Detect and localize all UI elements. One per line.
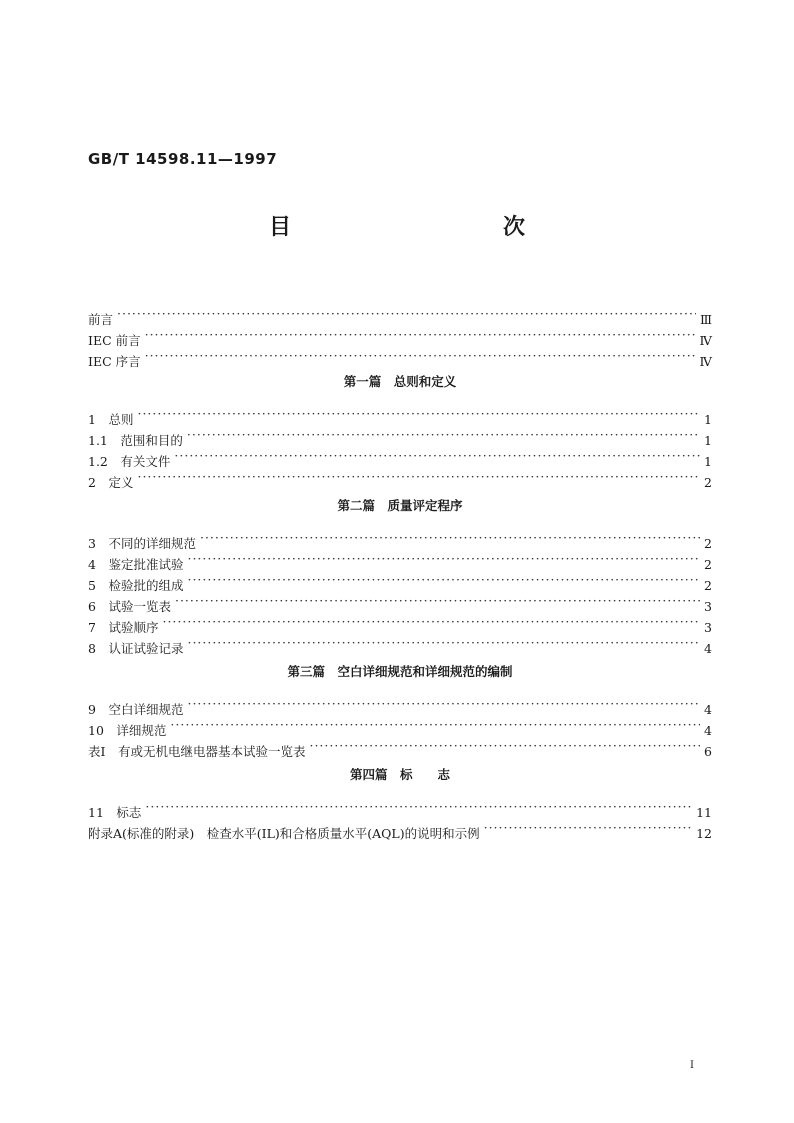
toc-entry[interactable] xyxy=(88,817,712,841)
toc-entry-label: 有关文件 xyxy=(120,454,171,469)
toc-entry-page: 6 xyxy=(704,744,712,759)
dot-leader xyxy=(187,548,700,569)
toc-entry-iec-foreword[interactable] xyxy=(88,324,712,348)
toc-entry-page: 1 xyxy=(704,412,712,427)
part-heading: 第一篇 总则和定义 xyxy=(343,374,457,389)
toc-entry-page: Ⅳ xyxy=(699,333,712,348)
dot-leader xyxy=(145,345,696,366)
toc-entry-label: 定义 xyxy=(108,475,134,490)
toc-entry-page: 2 xyxy=(704,578,712,593)
toc-entry-foreword[interactable] xyxy=(88,303,712,327)
dot-leader xyxy=(187,693,700,714)
toc-entry-label: IEC 序言 xyxy=(88,354,141,369)
toc-entry[interactable] xyxy=(88,693,712,717)
toc-entry-number: 1.2 xyxy=(88,454,121,469)
toc-entry-iec-preface[interactable] xyxy=(88,345,712,369)
toc-entry-number: 1 xyxy=(88,412,109,427)
toc-entry-number: 表Ⅰ xyxy=(88,744,118,759)
dot-leader xyxy=(145,324,696,345)
toc-entry-number: 11 xyxy=(88,805,117,820)
standard-code: GB/T 14598.11—1997 xyxy=(88,150,278,168)
page-number: Ⅰ xyxy=(690,1060,694,1071)
toc-entry-page: 1 xyxy=(704,454,712,469)
part-heading: 第三篇 空白详细规范和详细规范的编制 xyxy=(287,664,513,679)
toc-entry-label: 认证试验记录 xyxy=(108,641,184,656)
toc-entry[interactable] xyxy=(88,632,712,656)
toc-title: 目 次 xyxy=(268,215,581,240)
toc-entry-page: 3 xyxy=(704,599,712,614)
toc-entry[interactable] xyxy=(88,796,712,820)
toc-entry-number: 2 xyxy=(88,475,109,490)
toc-entry-label: 有或无机电继电器基本试验一览表 xyxy=(117,744,306,759)
toc-entry[interactable] xyxy=(88,424,712,448)
dot-leader xyxy=(145,796,692,817)
toc-entry[interactable] xyxy=(88,735,712,759)
toc-entry-number: 4 xyxy=(88,557,109,572)
toc-entry-number: 6 xyxy=(88,599,109,614)
dot-leader xyxy=(117,303,696,324)
dot-leader xyxy=(170,714,700,735)
dot-leader xyxy=(187,424,700,445)
toc-entry-page: 1 xyxy=(704,433,712,448)
toc-entry-number: 1.1 xyxy=(88,433,121,448)
toc-entry-number: 3 xyxy=(88,536,109,551)
toc-entry-label: 试验一览表 xyxy=(108,599,171,614)
toc-entry-label: IEC 前言 xyxy=(88,333,141,348)
dot-leader xyxy=(175,590,700,611)
toc-entry[interactable] xyxy=(88,466,712,490)
toc-entry-label: 鉴定批准试验 xyxy=(108,557,184,572)
toc-entry-page: 2 xyxy=(704,557,712,572)
toc-entry-page: 11 xyxy=(696,805,712,820)
toc-entry-page: 3 xyxy=(704,620,712,635)
toc-entry-page: 4 xyxy=(704,723,712,738)
toc-entry-label: 总则 xyxy=(108,412,134,427)
toc-entry-label: 空白详细规范 xyxy=(108,702,184,717)
toc-entry[interactable] xyxy=(88,445,712,469)
toc-entry[interactable] xyxy=(88,714,712,738)
toc-entry-label: 范围和目的 xyxy=(120,433,183,448)
toc-entry-number: 9 xyxy=(88,702,109,717)
dot-leader xyxy=(137,466,700,487)
toc-entry-label: 不同的详细规范 xyxy=(108,536,196,551)
part-heading: 第四篇 标 志 xyxy=(349,767,450,782)
dot-leader xyxy=(137,403,700,424)
toc-entry[interactable] xyxy=(88,527,712,551)
toc-entry-label: 附录A(标准的附录) 检查水平(IL)和合格质量水平(AQL)的说明和示例 xyxy=(88,826,480,841)
toc-entry-label: 试验顺序 xyxy=(108,620,159,635)
part-heading: 第二篇 质量评定程序 xyxy=(337,498,463,513)
dot-leader xyxy=(187,632,700,653)
dot-leader xyxy=(484,817,692,838)
toc-entry-label: 详细规范 xyxy=(116,723,167,738)
toc-entry[interactable] xyxy=(88,403,712,427)
toc-entry-page: Ⅳ xyxy=(699,354,712,369)
toc-entry-page: 2 xyxy=(704,536,712,551)
toc-entry-page: 12 xyxy=(696,826,712,841)
toc-entry-number: 5 xyxy=(88,578,109,593)
dot-leader xyxy=(200,527,700,548)
toc-entry-number: 8 xyxy=(88,641,109,656)
dot-leader xyxy=(162,611,700,632)
toc-entry-page: 4 xyxy=(704,641,712,656)
dot-leader xyxy=(174,445,700,466)
toc-entry-number: 7 xyxy=(88,620,109,635)
toc-entry-number: 10 xyxy=(88,723,117,738)
toc-entry-label: 标志 xyxy=(116,805,142,820)
toc-entry[interactable] xyxy=(88,611,712,635)
toc-entry-page: Ⅲ xyxy=(699,312,712,327)
toc-entry[interactable] xyxy=(88,590,712,614)
table-of-contents xyxy=(88,303,712,841)
dot-leader xyxy=(309,735,700,756)
dot-leader xyxy=(187,569,700,590)
toc-entry-label: 前言 xyxy=(88,312,114,327)
toc-entry-label: 检验批的组成 xyxy=(108,578,184,593)
toc-entry-page: 2 xyxy=(704,475,712,490)
toc-entry-page: 4 xyxy=(704,702,712,717)
